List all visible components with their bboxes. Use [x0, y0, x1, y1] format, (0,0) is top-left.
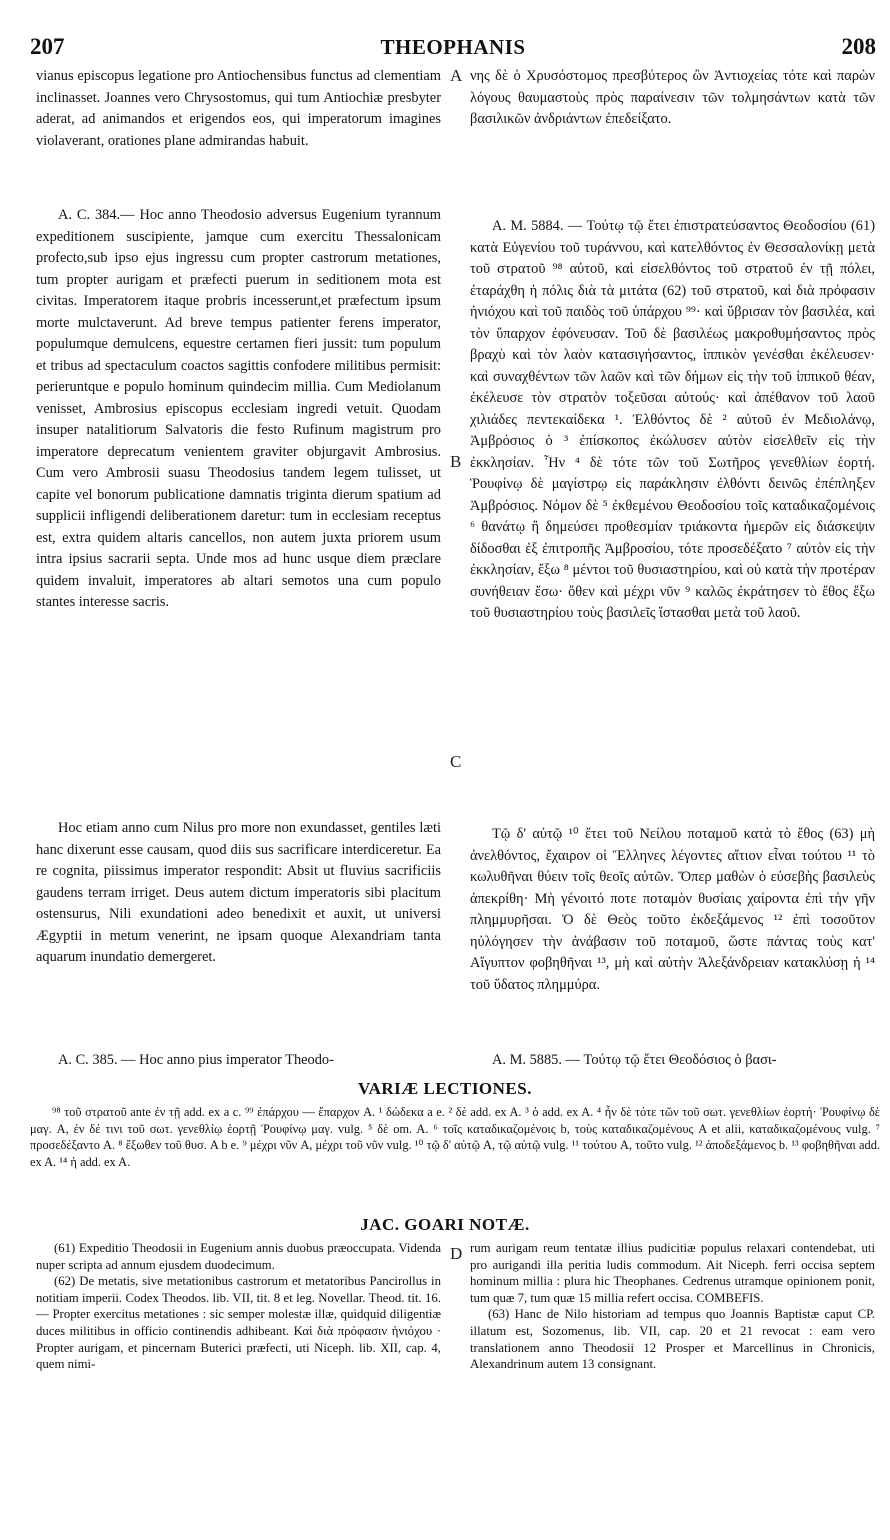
- page-number-right: 208: [841, 34, 876, 59]
- greek-column-part: [470, 824, 875, 996]
- notes-left-column: [36, 1240, 441, 1373]
- greek-paragraph: νης δὲ ὁ Χρυσόστομος πρεσβύτερος ὢν Ἀντιοχείας τότε καὶ παρὼν λόγους θαυμαστοὺς πρὸς παραίνεσιν τῶν τολμησάντων κατὰ τῶν βασιλικῶν ἀνδριάντων ἐπεδείξατο.: [470, 68, 875, 127]
- margin-letter-b: B: [450, 452, 462, 471]
- greek-paragraph: Τῷ δ' αὐτῷ ¹⁰ ἔτει τοῦ Νείλου ποταμοῦ κατὰ τὸ ἔθος (63) μὴ ἀνελθόντος, ἔχαιρον οἱ Ἕλληνες λέγοντες αἴτιον εἶναι τούτου ¹¹ τὸ κωλυθῆναι θύειν τοῖς θεοῖς αὐτῶν. Ὅπερ μαθὼν ὁ εὐσεβὴς βασιλεὺς ἀπεκρίθη· Μὴ γένοιτό ποτε ποταμὸν θυσίαις χαίροντα ἐπὶ τὴν γῆν πλημμυρῆσαι. Ὁ δὲ Θεὸς τοῦτο ἐκδεξάμενος ¹² ἐπὶ τοσοῦτον ηὐλόγησεν τὴν ἀνάβασιν τοῦ ποταμοῦ, ὥστε πάντας τοὺς κατ' Αἴγυπτον φοβηθῆναι ¹³, μὴ καὶ αὐτὴν Ἀλεξάνδρειαν κατακλύσῃ ἡ ¹⁴ τοῦ ὕδατος πλημμύρα.: [470, 826, 875, 993]
- greek-column: [470, 66, 875, 131]
- latin-paragraph: vianus episcopus legatione pro Antiochensibus functus ad clementiam inclinasset. Joannes vero Chrysostomus, qui tum Antiochiæ presbyter aderat, ad animandos et erigendos eos, qui imperatorum imagines violaverant, orationes plane admirandas habuit.: [36, 68, 441, 149]
- latin-paragraph: A. C. 384.— Hoc anno Theodosio adversus Eugenium tyrannum expeditionem suscipiente, jamque cum exercitu Thessalonicam profecto,sub ipso ejus ingressu cum propter castrorum metationes, tum propter aurigam et præfecti puerum in seditionem mota est civitas. Imperatorem itaque probris incesserunt,et præfectum ipsum morte mulctaverunt. Ad breve tempus patienter ferens imperator, populumque demulcens, equestre certamen fieri jussit: tum populum et tribus ad spectaculum coactos sagittis confodere militibus permisit: perieruntque e populo hominum quindecim millia. Cum Mediolanum venisset, Ambrosius episcopus ecclesiam ingredi vetuit. Quodam insuper natalitiorum Salvatoris die festo Rufinum magistrum pro imperatore deprecatum venientem graviter objurgavit Ambrosius. Cum vero Ambrosii suasu Theodosius tandem legem tulisset, ut capite vel bonorum publicatione damnatis triginta dierum spatium ad supplicii infligendi deliberationem daretur: tum in ecclesiam receptus est, extra quidem altaris cancellos, non autem juxta priorem usum intra ipsius sacrarii septa. Unde mos ad hunc usque diem præclare quidem invaluit, imperatores ab altari semotos una cum populo stantes interesse sacris.: [36, 207, 441, 610]
- variant-readings: ⁹⁸ τοῦ στρατοῦ ante ἐν τῇ add. ex a c. ⁹⁹ ἐπάρχου — ἔπαρχον A. ¹ δώδεκα a e. ² δὲ add. ex A. ³ ὁ add. ex A. ⁴ ἦν δὲ τότε τῶν τοῦ σωτ. γενεθλίων ἑορτή· Ῥουφίνῳ δὲ μαγ. A, ἐν δέ τινι τοῦ σωτ. γενεθλίῳ ἑορτῇ Ῥουφίνῳ μαγ. vulg. ⁵ δὲ om. A. ⁶ τοῖς καταδικαζομένοις b, τοὺς καταδικαζομένους A et alii, καταδικαζομένους vulg. ⁷ προσεδέξαντο A. ⁸ ἔξωθεν τοῦ θυσ. A b e. ⁹ μέχρι νῦν A, μέχρι τοῦ νῦν vulg. ¹⁰ τῷ δ' αὐτῷ A, τῷ αὐτῷ vulg. ¹¹ τούτου A, τοῦτο vulg. ¹² ἀποδεξάμενος b. ¹³ φοβηθῆναι add. ex A. ¹⁴ ἡ add. ex A.: [30, 1105, 880, 1169]
- page-title: THEOPHANIS: [380, 35, 526, 59]
- latin-column-part: [36, 1050, 441, 1072]
- margin-letter-c: C: [450, 752, 462, 771]
- page-number-left: 207: [30, 34, 65, 59]
- notes-right-column: [470, 1240, 875, 1373]
- variae-lectiones-text: [30, 1104, 880, 1170]
- note-paragraph: (63) Hanc de Nilo historiam ad tempus quo Joannis Baptistæ caput CP. illatum est, Sozomenus, lib. VII, cap. 20 et 21 revocat : eam vero translationem anno Theodosii 12 Prosper et Marcellinus in Chronicis, Alexandrinum autem 13 consignant.: [470, 1307, 875, 1372]
- greek-paragraph: A. M. 5884. — Τούτῳ τῷ ἔτει ἐπιστρατεύσαντος Θεοδοσίου (61) κατὰ Εὐγενίου τοῦ τυράννου, καὶ κατελθόντος ἐν Θεσσαλονίκῃ μετὰ τοῦ στρατοῦ ⁹⁸ αὐτοῦ, καὶ εἰσελθόντος τοῦ στρατοῦ ἐν τῇ πόλει, ἐταράχθη ἡ πόλις διὰ τὰ μιτάτα (62) τοῦ στρατοῦ, καὶ διὰ πρόφασιν ἡνιόχου καὶ τοῦ παιδὸς τοῦ ὑπάρχου ⁹⁹· καὶ ὕβρισαν τὸν βασιλέα, καὶ τὸν ὕπαρχον ἐφόνευσαν. Τοῦ δὲ βασιλέως μακροθυμήσαντος πρὸς βραχὺ καὶ τὸν λαὸν κατασιγήσαντος, ἱππικὸν γενέσθαι ἐκέλευσεν· καὶ συναχθέντων τῶν λαῶν καὶ τῶν δήμων εἰς τὴν τοῦ ἱππικοῦ θέαν, ἐκέλευσε τὸν στρατὸν τοξεῦσαι αὐτούς· καὶ ἀπέθανον τοῦ λαοῦ χιλιάδες πεντεκαίδεκα ¹. Ἐλθόντος δὲ ² αὐτοῦ ἐν Μεδιολάνῳ, Ἀμβρόσιος ὁ ³ ἐπίσκοπος ἐκώλυσεν αὐτὸν εἰσελθεῖν εἰς τὴν ἐκκλησίαν. Ἦν ⁴ δὲ τότε τῶν τοῦ Σωτῆρος γενεθλίων ἑορτή. Ῥουφίνῳ δὲ μαγίστρῳ εἰς παράκλησιν ἐλθόντι δεινῶς ἐπέπληξεν Ἀμβρόσιος. Νόμον δὲ ⁵ ἐκθεμένου Θεοδοσίου τοῖς καταδικαζομένοις ⁶ θανάτῳ ἢ δημεύσει προθεσμίαν τριάκοντα ἡμερῶν εἰς διάσκεψιν δίδοσθαι ἐξ ἐπιτροπῆς Ἀμβροσίου, τότε προσεδέξατο ⁷ αὐτὸν εἰς τὴν ἐκκλησίαν, ἔξω ⁸ μέντοι τοῦ θυσιαστηρίου, καὶ οὐ κατὰ τὴν προτέραν συνήθειαν ἔσω· ὅθεν καὶ μέχρι νῦν ⁹ καλῶς ἐκράτησεν τὸ ἔθος ἔξω τοῦ θυσιαστηρίου τοὺς βασιλεῖς ἵστασθαι μετὰ τοῦ λαοῦ.: [470, 218, 875, 621]
- margin-letter-a: A: [450, 66, 463, 85]
- note-paragraph: (61) Expeditio Theodosii in Eugenium annis duobus præoccupata. Videnda nuper scripta ad annum ejusdem duodecimum.: [36, 1241, 441, 1272]
- note-paragraph: (62) De metatis, sive metationibus castrorum et metatoribus Pancirollus in notitiam imperii. Codex Theodos. lib. VII, tit. 8 et leg. Novellar. Theod. tit. 16. — Propter exercitus metationes : sic semper molestæ illæ, quidquid diligentiæ duces militibus in officio continendis adhibeant. Καὶ διὰ πρόφασιν ἡνιόχου · Propter aurigam, et pincernam Buterici præfecti, uti Niceph. lib. XII, cap. 4, quem nimi-: [36, 1274, 441, 1372]
- running-head: [30, 34, 876, 64]
- latin-paragraph: A. C. 385. — Hoc anno pius imperator Theodo-: [58, 1052, 334, 1068]
- variae-lectiones-heading: VARIÆ LECTIONES.: [358, 1079, 532, 1098]
- note-paragraph: rum aurigam reum tentatæ illius pudicitiæ populus relaxari contendebat, uti pro aurigandi illa peritia ludis commodum. Ait Niceph. ferri occisa septem hominum millia : plura hic Theophanes. Cedrenus utramque opinionem ponit, tum quæ 7, tum quæ 15 millia refert occisa. COMBEFIS.: [470, 1241, 875, 1305]
- margin-letter-d: D: [450, 1244, 463, 1263]
- greek-paragraph: A. M. 5885. — Τούτῳ τῷ ἔτει Θεοδόσιος ὁ βασι-: [492, 1052, 777, 1068]
- latin-column: [36, 66, 441, 152]
- latin-column-part: [36, 205, 441, 614]
- greek-column-part: [470, 1050, 875, 1072]
- greek-column-part: [470, 216, 875, 625]
- latin-column-part: [36, 818, 441, 969]
- latin-paragraph: Hoc etiam anno cum Nilus pro more non exundasset, gentiles læti hanc dixerunt esse causam, quod diis sus sacrificare interdiceretur. Ea re cognita, piissimus imperator respondit: Absit ut fluvius sacrificiis gaudens terram irriget. Deus autem dictum imperatoris sibi placitum ostensurus, Nili exundationi adeo benedixit et auxit, ut universi Ægyptii in metum venerint, ne ipsam quoque Alexandriam tanta aquarum inundatio demergeret.: [36, 820, 441, 965]
- goari-notae-heading: JAC. GOARI NOTÆ.: [360, 1215, 530, 1234]
